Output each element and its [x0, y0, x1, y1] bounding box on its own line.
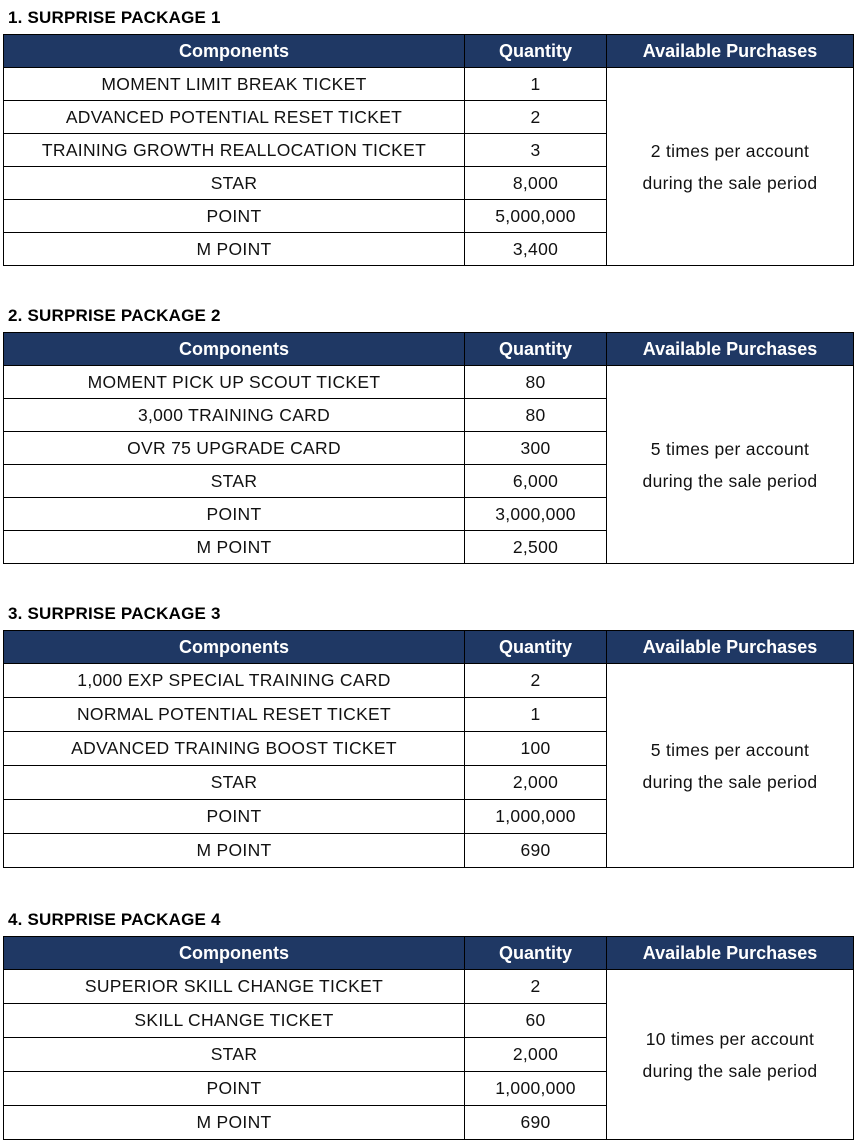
quantity-cell: 3	[465, 134, 607, 167]
header-quantity: Quantity	[465, 333, 607, 366]
quantity-cell: 2	[465, 970, 607, 1004]
available-purchases-line-1: 10 times per account	[645, 1028, 815, 1049]
component-cell: NORMAL POTENTIAL RESET TICKET	[4, 698, 465, 732]
component-cell: POINT	[4, 1072, 465, 1106]
quantity-cell: 2	[465, 664, 607, 698]
available-purchases-cell	[607, 664, 854, 868]
component-cell: M POINT	[4, 233, 465, 266]
header-components: Components	[4, 333, 465, 366]
quantity-cell: 1	[465, 698, 607, 732]
header-available-purchases: Available Purchases	[607, 631, 854, 664]
header-components: Components	[4, 631, 465, 664]
table-row	[4, 664, 854, 698]
quantity-cell: 80	[465, 366, 607, 399]
component-cell: STAR	[4, 1038, 465, 1072]
component-cell: 1,000 EXP SPECIAL TRAINING CARD	[4, 664, 465, 698]
component-cell: M POINT	[4, 1106, 465, 1140]
header-available-purchases: Available Purchases	[607, 937, 854, 970]
quantity-cell: 2	[465, 101, 607, 134]
component-cell: M POINT	[4, 834, 465, 868]
header-available-purchases: Available Purchases	[607, 333, 854, 366]
component-cell: STAR	[4, 766, 465, 800]
quantity-cell: 2,000	[465, 766, 607, 800]
quantity-cell: 690	[465, 834, 607, 868]
package-table	[3, 630, 854, 868]
quantity-cell: 2,500	[465, 531, 607, 564]
header-components: Components	[4, 937, 465, 970]
table-header-row	[4, 333, 854, 366]
available-purchases-line-2: during the sale period	[642, 172, 818, 193]
available-purchases-line-1: 2 times per account	[650, 140, 810, 161]
package-table	[3, 332, 854, 564]
package-title: 4. SURPRISE PACKAGE 4	[8, 910, 221, 929]
component-cell: ADVANCED POTENTIAL RESET TICKET	[4, 101, 465, 134]
component-cell: M POINT	[4, 531, 465, 564]
quantity-cell: 5,000,000	[465, 200, 607, 233]
available-purchases-cell	[607, 970, 854, 1140]
header-quantity: Quantity	[465, 631, 607, 664]
quantity-cell: 1,000,000	[465, 800, 607, 834]
table-row	[4, 970, 854, 1004]
quantity-cell: 3,000,000	[465, 498, 607, 531]
component-cell: 3,000 TRAINING CARD	[4, 399, 465, 432]
quantity-cell: 6,000	[465, 465, 607, 498]
table-header-row	[4, 35, 854, 68]
component-cell: STAR	[4, 167, 465, 200]
available-purchases-line-2: during the sale period	[642, 771, 818, 792]
package-title: 3. SURPRISE PACKAGE 3	[8, 604, 221, 623]
available-purchases-line-1: 5 times per account	[650, 438, 810, 459]
quantity-cell: 1,000,000	[465, 1072, 607, 1106]
package-table	[3, 34, 854, 266]
available-purchases-cell	[607, 68, 854, 266]
header-quantity: Quantity	[465, 937, 607, 970]
header-components: Components	[4, 35, 465, 68]
package-title: 2. SURPRISE PACKAGE 2	[8, 306, 221, 325]
package-title: 1. SURPRISE PACKAGE 1	[8, 8, 221, 27]
quantity-cell: 3,400	[465, 233, 607, 266]
quantity-cell: 2,000	[465, 1038, 607, 1072]
available-purchases-line-2: during the sale period	[642, 1060, 818, 1081]
table-row	[4, 68, 854, 101]
component-cell: SUPERIOR SKILL CHANGE TICKET	[4, 970, 465, 1004]
table-header-row	[4, 631, 854, 664]
component-cell: ADVANCED TRAINING BOOST TICKET	[4, 732, 465, 766]
component-cell: TRAINING GROWTH REALLOCATION TICKET	[4, 134, 465, 167]
component-cell: STAR	[4, 465, 465, 498]
component-cell: SKILL CHANGE TICKET	[4, 1004, 465, 1038]
table-header-row	[4, 937, 854, 970]
header-quantity: Quantity	[465, 35, 607, 68]
component-cell: POINT	[4, 800, 465, 834]
available-purchases-line-1: 5 times per account	[650, 739, 810, 760]
quantity-cell: 100	[465, 732, 607, 766]
available-purchases-cell	[607, 366, 854, 564]
package-table	[3, 936, 854, 1140]
table-row	[4, 366, 854, 399]
quantity-cell: 1	[465, 68, 607, 101]
component-cell: MOMENT PICK UP SCOUT TICKET	[4, 366, 465, 399]
quantity-cell: 80	[465, 399, 607, 432]
component-cell: POINT	[4, 200, 465, 233]
quantity-cell: 8,000	[465, 167, 607, 200]
component-cell: MOMENT LIMIT BREAK TICKET	[4, 68, 465, 101]
component-cell: POINT	[4, 498, 465, 531]
component-cell: OVR 75 UPGRADE CARD	[4, 432, 465, 465]
header-available-purchases: Available Purchases	[607, 35, 854, 68]
quantity-cell: 60	[465, 1004, 607, 1038]
quantity-cell: 690	[465, 1106, 607, 1140]
available-purchases-line-2: during the sale period	[642, 470, 818, 491]
quantity-cell: 300	[465, 432, 607, 465]
